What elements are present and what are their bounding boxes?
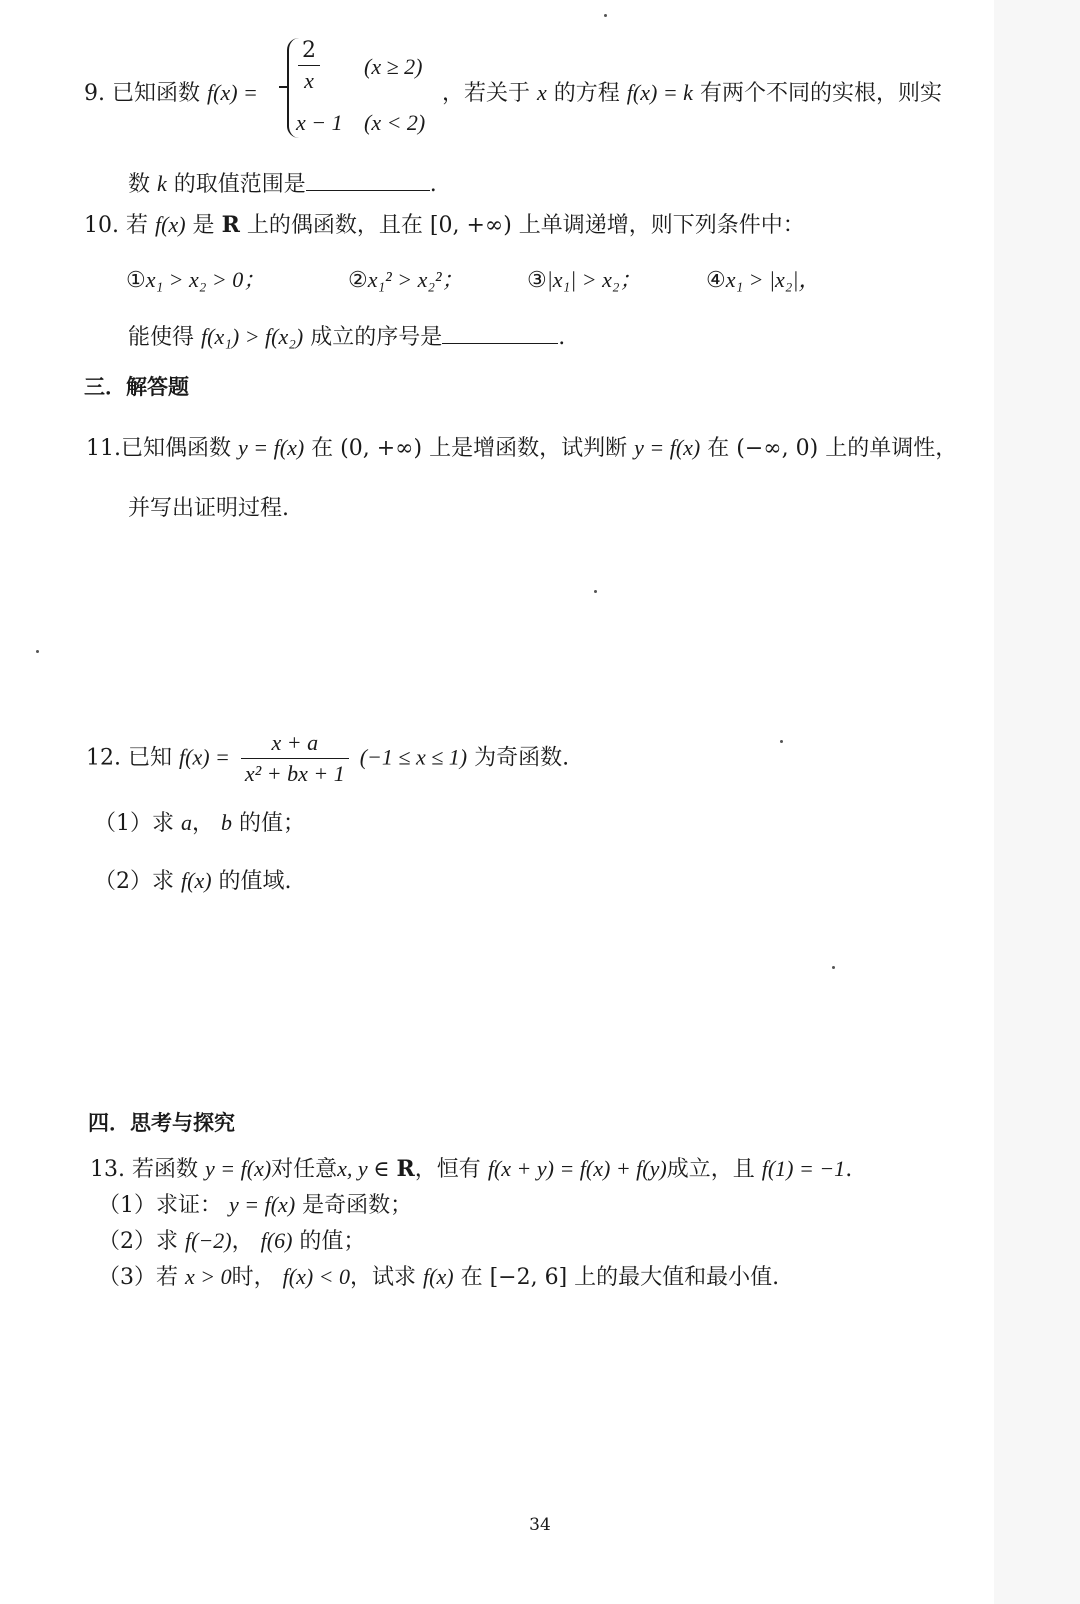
q10-opt1: x₁ > x₂ > 0； — [145, 267, 266, 292]
q9-line1 — [84, 76, 258, 107]
q13-mid: 对任意 — [271, 1157, 338, 1182]
q12-lead: 已知 — [128, 745, 173, 771]
q13-part3 — [98, 1260, 779, 1291]
q9-equation: f(x) = k — [626, 80, 693, 105]
q13-p3-when: 时， — [231, 1265, 276, 1290]
q12-denominator: x² + bx + 1 — [241, 758, 349, 787]
q9-piece1-cond: (x ≥ 2) — [364, 54, 423, 79]
q9-mid2: 的方程 — [553, 81, 620, 106]
q13-equation: f(x + y) = f(x) + f(y) — [487, 1156, 667, 1181]
q13-part2 — [98, 1224, 365, 1255]
q9-end: . — [429, 172, 437, 197]
scan-speck — [36, 650, 39, 653]
q11-lead: 已知偶函数 — [121, 436, 232, 461]
q9-number: 9. — [84, 81, 105, 106]
q13-end: . — [845, 1157, 853, 1182]
q10-fx: f(x) — [155, 212, 186, 237]
q13-p3-condition: x > 0 — [185, 1264, 232, 1289]
q12-p1-a: a — [181, 810, 192, 835]
q12-fraction — [241, 730, 349, 787]
q9-answer-blank[interactable] — [306, 170, 430, 191]
q12-p1-b: b — [221, 810, 233, 835]
scan-speck — [832, 966, 835, 969]
scan-speck — [780, 740, 783, 743]
q12-p1-sep: ， — [192, 811, 215, 836]
q12-tail: 为奇函数. — [474, 745, 570, 771]
q13-p3-in: 在 — [460, 1265, 483, 1290]
q12-p2-fx: f(x) — [181, 868, 212, 893]
q10-option-1 — [126, 263, 265, 294]
q13-line1 — [90, 1152, 852, 1183]
q12-part2 — [94, 864, 292, 895]
q12-p2: （2）求 — [94, 869, 174, 894]
q13-p1-fn: y = f(x) — [229, 1192, 296, 1217]
q11-line1 — [86, 431, 957, 462]
q13-p2-a: f(−2) — [185, 1228, 232, 1253]
q11-number: 11. — [86, 436, 121, 461]
q12-part1 — [94, 806, 305, 837]
q13-part1 — [98, 1188, 412, 1219]
q10-reals: R — [221, 212, 240, 238]
q13-p1: （1）求证： — [98, 1193, 222, 1218]
q11-mid: 上是增函数，试判断 — [429, 436, 628, 461]
q11-in: 在 — [311, 436, 334, 461]
q11-in2: 在 — [707, 436, 730, 461]
q13-p3-fx: f(x) — [423, 1264, 454, 1289]
q12-line1 — [86, 730, 569, 787]
q13-condition: f(1) = −1 — [761, 1156, 846, 1181]
q10-option-3 — [527, 263, 642, 294]
q11-line2: 并写出证明过程. — [128, 496, 289, 521]
q10-option-2 — [348, 263, 464, 294]
q9-frac-num: 2 — [302, 38, 316, 63]
q10-lead: 若 — [126, 213, 149, 238]
q10-inequality: f(x₁) > f(x₂) — [201, 324, 304, 349]
q10-opt4-mark: ④ — [706, 268, 726, 293]
q12-p2-end: 的值域. — [218, 869, 292, 894]
q9-piece2-cond: (x < 2) — [364, 110, 426, 135]
q13-p3-sign: f(x) < 0 — [282, 1264, 351, 1289]
q10-mid: 上的偶函数，且在 — [246, 213, 423, 238]
q12-domain: (−1 ≤ x ≤ 1) — [359, 744, 468, 770]
q11-function-2: y = f(x) — [634, 435, 701, 460]
q13-function: y = f(x) — [205, 1156, 272, 1181]
q10-number: 10. — [84, 213, 119, 238]
q13-p2-end: 的值； — [299, 1229, 366, 1254]
q13-reals: R — [396, 1156, 415, 1182]
q12-number: 12. — [86, 745, 121, 771]
q10-option-4 — [706, 263, 821, 294]
q10-opt2-mark: ② — [348, 268, 368, 293]
q13-mid2: ，恒有 — [414, 1157, 481, 1182]
q10-line3-b: 成立的序号是 — [310, 325, 443, 350]
q10-is: 是 — [192, 213, 215, 238]
q11-interval-2: (−∞, 0) — [736, 436, 819, 461]
q9-line2 — [128, 167, 437, 198]
q13-lead: 若函数 — [132, 1157, 199, 1182]
q10-interval: [0, +∞) — [429, 213, 512, 238]
scan-speck — [604, 14, 607, 17]
q13-p3-end: 上的最大值和最小值. — [574, 1265, 780, 1290]
q9-fraction — [298, 38, 320, 94]
q10-line1 — [84, 208, 805, 239]
q9-piece2-expr: x − 1 — [296, 110, 343, 135]
q13-p3-interval: [−2, 6] — [489, 1265, 568, 1290]
q11-function: y = f(x) — [238, 435, 305, 460]
q10-end: . — [558, 325, 566, 350]
q13-p1-end: 是奇函数； — [302, 1193, 413, 1218]
q10-line3 — [128, 320, 565, 351]
q13-p2-b: f(6) — [260, 1228, 293, 1253]
q9-piece1 — [298, 38, 320, 94]
page-number: 34 — [529, 1515, 551, 1535]
q10-line3-a: 能使得 — [128, 325, 195, 350]
q13-number: 13. — [90, 1157, 125, 1182]
q9-line2-a: 数 — [128, 172, 151, 197]
q13-p2-sep: ， — [231, 1229, 254, 1254]
q9-frac-den: x — [298, 65, 320, 94]
q13-mid3: 成立，且 — [666, 1157, 755, 1182]
q10-opt1-mark: ① — [126, 268, 146, 293]
scan-speck — [594, 590, 597, 593]
q10-tail: 上单调递增，则下列条件中： — [518, 213, 805, 238]
section-4-heading: 四．思考与探究 — [88, 1111, 235, 1135]
q10-opt3-mark: ③ — [527, 268, 547, 293]
q9-x: x — [537, 80, 547, 105]
q9-tail: 有两个不同的实根，则实 — [699, 81, 942, 106]
q12-numerator: x + a — [271, 730, 319, 755]
q13-p2: （2）求 — [98, 1229, 178, 1254]
q9-lead: 已知函数 — [112, 81, 201, 106]
q13-p3-mid: ，试求 — [350, 1265, 417, 1290]
q9-line1-tail — [442, 76, 942, 107]
q10-answer-blank[interactable] — [442, 323, 558, 344]
piecewise-brace-tip — [279, 86, 289, 88]
q13-p3: （3）若 — [98, 1265, 178, 1290]
q12-fx: f(x) = — [179, 744, 230, 770]
q9-k: k — [157, 171, 167, 196]
q12-p1: （1）求 — [94, 811, 174, 836]
q11-interval-1: (0, +∞) — [340, 436, 423, 461]
section-3-heading: 三．解答题 — [84, 375, 189, 399]
q10-opt2: x₁² > x₂²； — [367, 267, 464, 292]
q10-opt4: x₁ > |x₂|， — [725, 267, 821, 292]
q10-opt3: |x₁| > x₂； — [546, 267, 642, 292]
scan-margin — [994, 0, 1080, 1604]
q12-p1-end: 的值； — [239, 811, 306, 836]
q9-line2-b: 的取值范围是 — [173, 172, 306, 197]
q13-vars: x, y ∈ — [337, 1156, 390, 1181]
q9-function: f(x) = — [207, 80, 258, 105]
q11-tail: 上的单调性， — [825, 436, 958, 461]
q9-mid: ，若关于 — [442, 81, 531, 106]
